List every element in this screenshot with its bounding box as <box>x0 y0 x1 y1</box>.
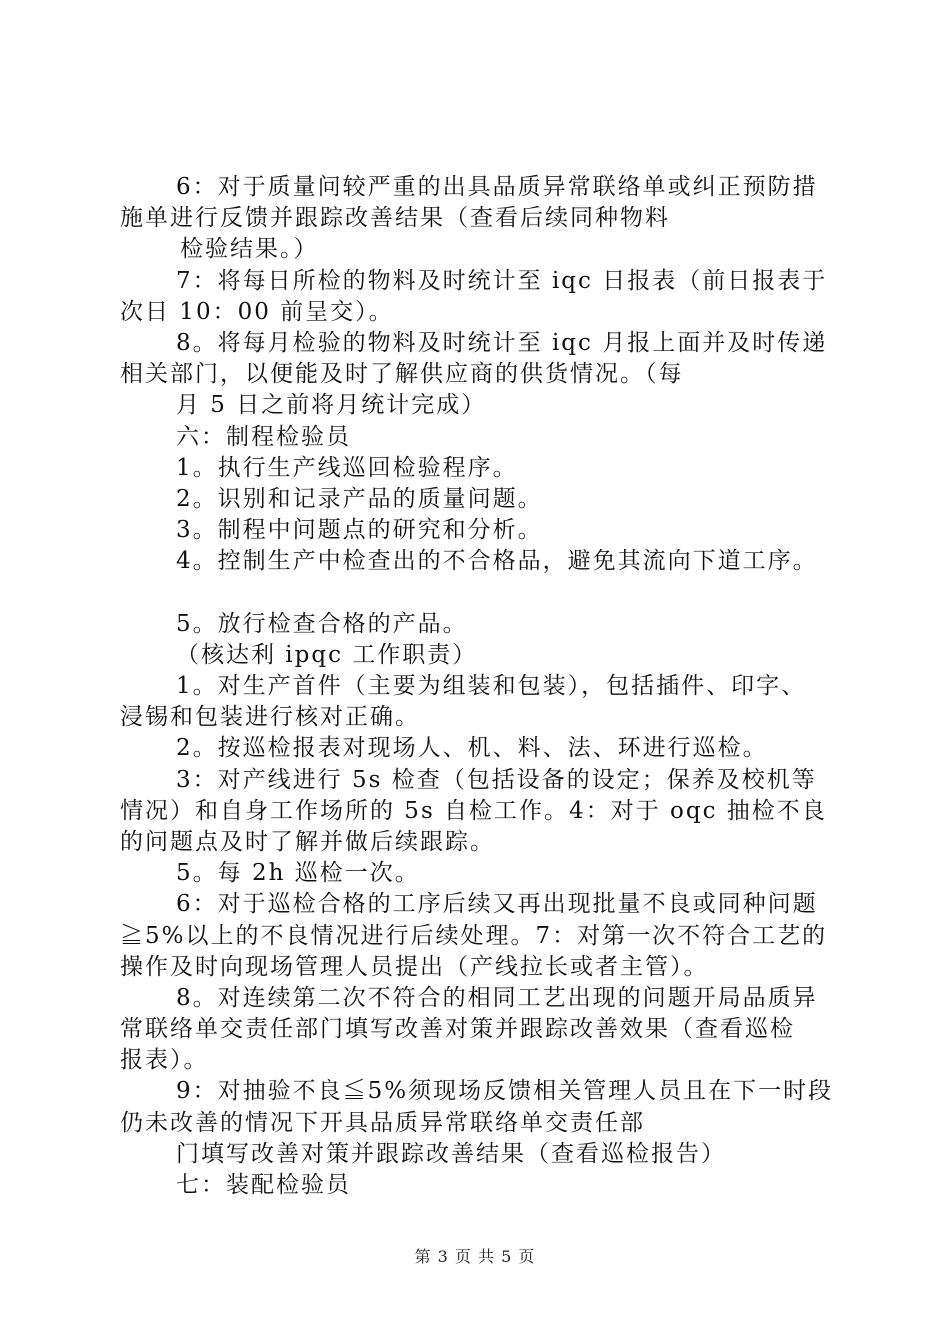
text-line: （核达利 ipqc 工作职责） <box>176 641 478 668</box>
text-line: 情况）和自身工作场所的 5s 自检工作。4：对于 oqc 抽检不良 <box>120 797 827 824</box>
text-line: 7：将每日所检的物料及时统计至 iqc 日报表（前日报表于 <box>176 267 828 294</box>
text-line: 1。对生产首件（主要为组装和包装），包括插件、印字、 <box>176 673 807 699</box>
text-line: 次日 10：00 前呈交）。 <box>120 298 394 325</box>
text-line: 的问题点及时了解并做后续跟踪。 <box>120 828 495 855</box>
text-line: ≧5%以上的不良情况进行后续处理。7：对第一次不符合工艺的 <box>120 922 828 949</box>
text-line: 月 5 日之前将月统计完成） <box>176 392 487 419</box>
text-line: 相关部门，以便能及时了解供应商的供货情况。（每 <box>120 361 684 388</box>
text-line: 8。对连续第二次不符合的相同工艺出现的问题开局品质异 <box>176 984 818 1011</box>
text-line: 报表）。 <box>120 1047 209 1074</box>
text-line: 浸锡和包装进行核对正确。 <box>120 704 420 731</box>
text-line: 3：对产线进行 5s 检查（包括设备的设定；保养及校机等 <box>176 766 817 793</box>
text-line: 2。按巡检报表对现场人、机、料、法、环进行巡检。 <box>176 735 768 762</box>
text-line: 3。制程中问题点的研究和分析。 <box>176 517 543 544</box>
text-line: 1。执行生产线巡回检验程序。 <box>176 454 518 481</box>
text-line: 门填写改善对策并跟踪改善结果（查看巡检报告） <box>176 1140 726 1167</box>
text-line: 操作及时向现场管理人员提出（产线拉长或者主管）。 <box>120 953 709 980</box>
text-line: 5。放行检查合格的产品。 <box>176 610 468 637</box>
section-heading: 六：制程检验员 <box>176 423 351 450</box>
text-line: 施单进行反馈并跟踪改善结果（查看后续同种物料 <box>120 205 670 232</box>
document-body <box>120 172 836 1201</box>
text-line: 4。控制生产中检查出的不合格品，避免其流向下道工序。 <box>176 548 818 575</box>
section-heading: 七：装配检验员 <box>176 1172 351 1198</box>
text-line: 5。每 2h 巡检一次。 <box>176 860 420 887</box>
text-line: 检验结果。） <box>180 236 319 263</box>
text-line: 6：对于质量问较严重的出具品质异常联络单或纠正预防措 <box>176 174 818 200</box>
text-line: 仍未改善的情况下开具品质异常联络单交责任部 <box>120 1109 645 1136</box>
blank-line <box>120 577 836 608</box>
text-line: 8。将每月检验的物料及时统计至 iqc 月报上面并及时传递 <box>176 329 828 356</box>
text-line: 常联络单交责任部门填写改善对策并跟踪改善效果（查看巡检 <box>120 1016 795 1043</box>
text-line: 2。识别和记录产品的质量问题。 <box>176 485 543 512</box>
page-number: 第 3 页 共 5 页 <box>414 1247 536 1266</box>
text-line: 9：对抽验不良≦5%须现场反馈相关管理人员且在下一时段 <box>176 1078 834 1105</box>
text-line: 6：对于巡检合格的工序后续又再出现批量不良或同种问题 <box>176 891 818 918</box>
